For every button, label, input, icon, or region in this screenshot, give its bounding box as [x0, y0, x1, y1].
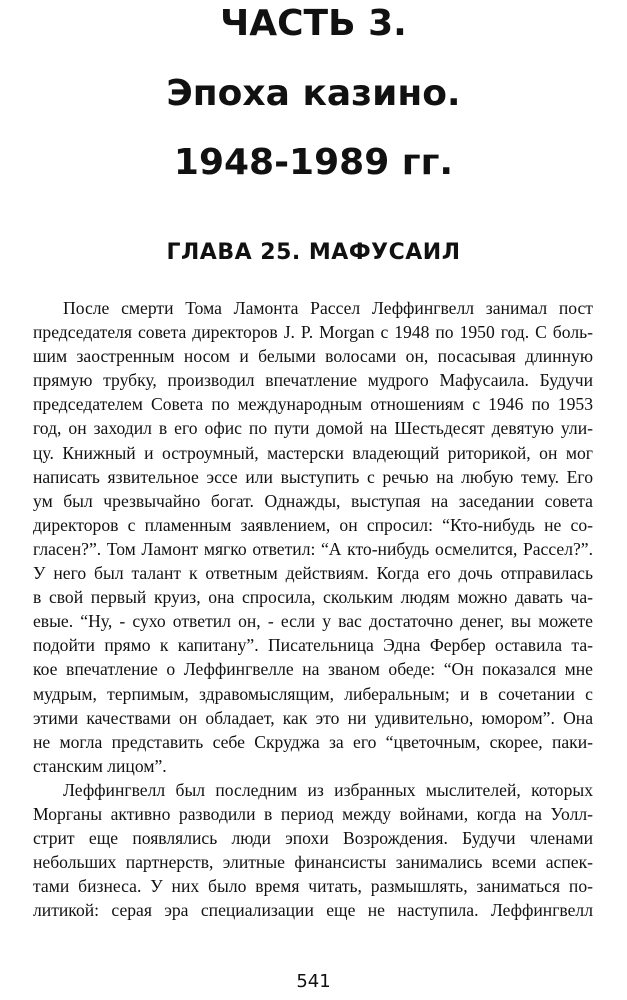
text-line: шим заостренным носом и белыми волосами он, посасывая длинную — [33, 346, 593, 367]
page-number: 541 — [296, 971, 331, 992]
part-title-line-1: ЧАСТЬ 3. — [220, 3, 407, 44]
text-line: кое впечатление о Леффингвелле на званом обеде: “Он показался мне — [33, 659, 593, 680]
text-line: ум был чрезвычайно богат. Однажды, выступая на заседании совета — [33, 490, 593, 511]
text-line: председателя совета директоров J. P. Morgan с 1948 по 1950 год. С боль- — [33, 322, 593, 343]
text-line: У него был талант к ответным действиям. Когда его дочь отправилась — [33, 563, 593, 584]
text-line: директоров с пламенным заявлением, он спросил: “Кто-нибудь не со- — [33, 514, 593, 535]
part-title-line-3: 1948-1989 гг. — [173, 142, 454, 183]
text-line: станским лицом”. — [33, 755, 167, 776]
text-line: не могла представить себе Скруджа за его “цветочным, скорее, паки- — [33, 731, 593, 752]
text-line: тами бизнеса. У них было время читать, размышлять, заниматься по- — [33, 876, 593, 897]
text-line: год, он заходил в его офис по пути домой на Шестьдесят девятую ули- — [33, 418, 593, 439]
body-text — [33, 296, 593, 922]
text-line: Морганы активно разводили в период между войнами, когда на Уолл- — [33, 803, 593, 824]
text-line: цу. Книжный и остроумный, мастерски владеющий риторикой, он мог — [33, 442, 593, 463]
text-line: После смерти Тома Ламонта Рассел Леффингвелл занимал пост — [63, 298, 593, 318]
text-line: написать язвительное эссе или выступить с речью на любую тему. Его — [33, 466, 593, 487]
text-line: евые. “Ну, - сухо ответил он, - если у вас достаточно денег, вы можете — [33, 611, 593, 632]
text-line: гласен?”. Том Ламонт мягко ответил: “А кто-нибудь осмелится, Рассел?”. — [33, 538, 593, 559]
text-line: стрит еще появлялись люди эпохи Возрождения. Будучи членами — [33, 828, 593, 849]
text-line: подойти прямо к капитану”. Писательница Эдна Фербер оставила та- — [33, 635, 593, 656]
text-line: Леффингвелл был последним из избранных мыслителей, которых — [63, 779, 593, 800]
chapter-title: ГЛАВА 25. МАФУСАИЛ — [166, 240, 461, 265]
part-title-line-2: Эпоха казино. — [166, 73, 461, 114]
text-line: в свой первый круиз, она спросила, скольким людям можно давать ча- — [33, 587, 593, 608]
text-line: этими качествами он обладает, как это ни удивительно, юмором”. Она — [33, 707, 593, 728]
text-line: прямую трубку, производил впечатление мудрого Мафусаила. Будучи — [33, 370, 593, 391]
text-line: председателем Совета по международным отношениям с 1946 по 1953 — [33, 394, 593, 415]
text-line: литикой: серая эра специализации еще не наступила. Леффингвелл — [33, 900, 593, 921]
text-line: небольших партнерств, элитные финансисты занимались всеми аспек- — [33, 852, 593, 873]
text-line: мудрым, терпимым, здравомыслящим, либеральным; и в сочетании с — [33, 683, 593, 704]
